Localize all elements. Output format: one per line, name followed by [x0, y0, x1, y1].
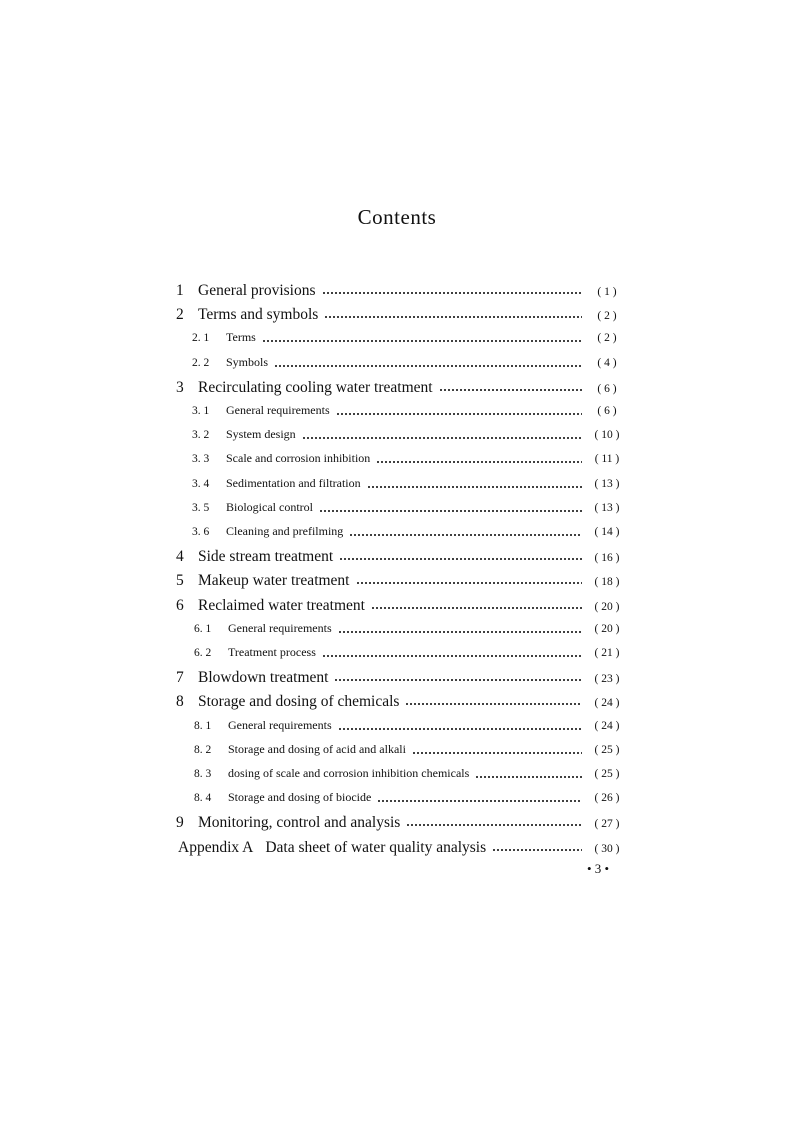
toc-entry-page: ( 26 ): [594, 792, 620, 805]
dot-leader: [274, 359, 582, 373]
toc-entry[interactable]: [176, 548, 626, 570]
toc-entry-number: 8. 1: [194, 719, 212, 732]
toc-entry-label: General requirements: [228, 717, 332, 732]
dot-leader: [377, 794, 582, 808]
toc-entry[interactable]: [192, 476, 626, 498]
toc-entry[interactable]: [194, 621, 626, 643]
toc-entry[interactable]: [192, 355, 626, 377]
toc-entry-page: ( 10 ): [594, 429, 620, 442]
toc-entry-page: ( 13 ): [594, 501, 620, 514]
toc-entry-page: ( 4 ): [597, 356, 617, 369]
toc-entry-label: General requirements: [226, 403, 330, 417]
toc-entry-page: ( 20 ): [594, 622, 620, 635]
toc-entry-label: Symbols: [226, 354, 269, 369]
dot-leader: [262, 334, 582, 348]
toc-entry-number: 6: [176, 596, 184, 614]
toc-entry-page: ( 1 ): [597, 286, 617, 298]
dot-leader: [336, 407, 582, 421]
dot-leader: [412, 746, 582, 760]
toc-entry-page: ( 2 ): [597, 310, 617, 323]
toc-entry-number: 4: [176, 548, 184, 566]
toc-entry-label: Data sheet of water quality analysis: [265, 838, 487, 856]
toc-entry[interactable]: [192, 524, 626, 546]
toc-entry-number: 3. 5: [192, 501, 210, 514]
toc-entry-page: ( 14 ): [594, 526, 620, 538]
toc-entry[interactable]: [176, 379, 626, 401]
toc-entry[interactable]: [192, 403, 626, 425]
toc-entry-number: 8. 3: [194, 768, 212, 780]
toc-entry-label: Blowdown treatment: [198, 669, 329, 687]
dot-leader: [492, 843, 582, 857]
dot-leader: [376, 455, 582, 469]
toc-entry[interactable]: [194, 718, 626, 740]
page-number-footer: • 3 •: [586, 861, 610, 876]
toc-entry-number: 3: [176, 378, 184, 396]
toc-entry-number: 1: [176, 282, 184, 299]
toc-entry-label: System design: [226, 427, 296, 442]
toc-entry-page: ( 30 ): [594, 842, 620, 855]
toc-entry-page: ( 2 ): [597, 332, 617, 345]
toc-entry-number: 3. 4: [192, 477, 210, 490]
toc-entry-number: 8: [176, 693, 184, 711]
toc-entry[interactable]: [192, 330, 626, 352]
dot-leader: [324, 310, 582, 324]
toc-entry[interactable]: [176, 669, 626, 691]
toc-entry-label: Storage and dosing of chemicals: [198, 693, 400, 711]
toc-entry[interactable]: [192, 427, 626, 449]
toc-entry-page: ( 6 ): [597, 405, 617, 417]
toc-entry-label: Treatment process: [228, 645, 316, 659]
toc-entry-page: ( 16 ): [594, 552, 620, 565]
dot-leader: [338, 625, 582, 639]
toc-entry-label: dosing of scale and corrosion inhibition chemicals: [228, 766, 470, 780]
toc-entry-label: Storage and dosing of acid and alkali: [228, 741, 406, 756]
toc-entry-page: ( 23 ): [594, 673, 620, 686]
toc-entry-label: General requirements: [228, 620, 332, 635]
toc-entry-page: ( 13 ): [594, 477, 620, 490]
toc-entry-page: ( 27 ): [594, 818, 620, 831]
dot-leader: [334, 673, 582, 687]
toc-entry-number: 6. 2: [194, 647, 212, 659]
toc-entry-label: Biological control: [226, 499, 313, 514]
toc-entry-page: ( 18 ): [594, 576, 620, 589]
dot-leader: [339, 552, 582, 566]
toc-entry-label: Side stream treatment: [198, 548, 334, 566]
dot-leader: [406, 818, 582, 832]
toc-entry-page: ( 25 ): [594, 743, 620, 756]
toc-entry-label: General provisions: [198, 282, 316, 299]
page-title: Contents: [357, 205, 437, 229]
toc-entry[interactable]: [178, 839, 626, 861]
toc-entry-number: 2. 1: [192, 332, 210, 345]
toc-entry-label: Monitoring, control and analysis: [198, 814, 401, 832]
toc-entry-label: Scale and corrosion inhibition: [226, 451, 371, 466]
toc-entry-label: Sedimentation and filtration: [226, 475, 361, 490]
toc-entry-page: ( 25 ): [594, 768, 620, 780]
toc-entry-label: Reclaimed water treatment: [198, 596, 365, 614]
dot-leader: [322, 649, 582, 663]
toc-entry-number: 6. 1: [194, 622, 212, 635]
toc-entry-number: 5: [176, 572, 184, 590]
toc-entry-number: 7: [176, 669, 184, 687]
toc-entry[interactable]: [176, 693, 626, 715]
dot-leader: [302, 431, 582, 445]
toc-entry-number: 8. 2: [194, 743, 212, 756]
toc-entry-number: 3. 6: [192, 526, 210, 538]
toc-entry-page: ( 24 ): [594, 719, 620, 732]
toc-entry-number: 3. 3: [192, 453, 210, 466]
dot-leader: [349, 528, 582, 542]
toc-entry-label: Makeup water treatment: [198, 572, 350, 590]
toc-entry[interactable]: [176, 597, 626, 619]
toc-entry[interactable]: [176, 814, 626, 836]
toc-entry-label: Recirculating cooling water treatment: [198, 378, 433, 396]
toc-entry-label: Cleaning and prefilming: [226, 524, 344, 538]
toc-entry-number: 2. 2: [192, 356, 210, 369]
dot-leader: [405, 697, 582, 711]
toc-entry-number: 3. 2: [192, 429, 210, 442]
toc-entry-label: Storage and dosing of biocide: [228, 790, 372, 805]
dot-leader: [322, 286, 582, 300]
dot-leader: [338, 722, 582, 736]
toc-entry[interactable]: [176, 282, 626, 304]
dot-leader: [356, 576, 583, 590]
toc-entry[interactable]: [176, 572, 626, 594]
dot-leader: [371, 601, 582, 615]
dot-leader: [319, 504, 582, 518]
toc-entry[interactable]: [192, 451, 626, 473]
toc-entry[interactable]: [194, 766, 626, 788]
toc-entry[interactable]: [176, 306, 626, 328]
toc-entry-number: 8. 4: [194, 792, 212, 805]
dot-leader: [439, 383, 582, 397]
toc-entry[interactable]: [194, 790, 626, 812]
toc-entry-number: 3. 1: [192, 405, 210, 417]
toc-entry-page: ( 11 ): [594, 453, 620, 466]
dot-leader: [475, 770, 582, 784]
dot-leader: [367, 480, 582, 494]
toc-entry[interactable]: [192, 500, 626, 522]
toc-entry-page: ( 24 ): [594, 697, 620, 710]
toc-entry-label: Terms and symbols: [198, 306, 319, 324]
toc-entry-page: ( 21 ): [594, 647, 620, 659]
toc-entry-label: Terms: [226, 330, 256, 345]
toc-entry-number: 9: [176, 814, 184, 832]
toc-entry-page: ( 20 ): [594, 600, 620, 613]
toc-entry-number: Appendix A: [178, 838, 254, 856]
toc-entry-page: ( 6 ): [597, 382, 617, 395]
toc-entry[interactable]: [194, 645, 626, 667]
toc-entry[interactable]: [194, 742, 626, 764]
toc-entry-number: 2: [176, 306, 184, 324]
